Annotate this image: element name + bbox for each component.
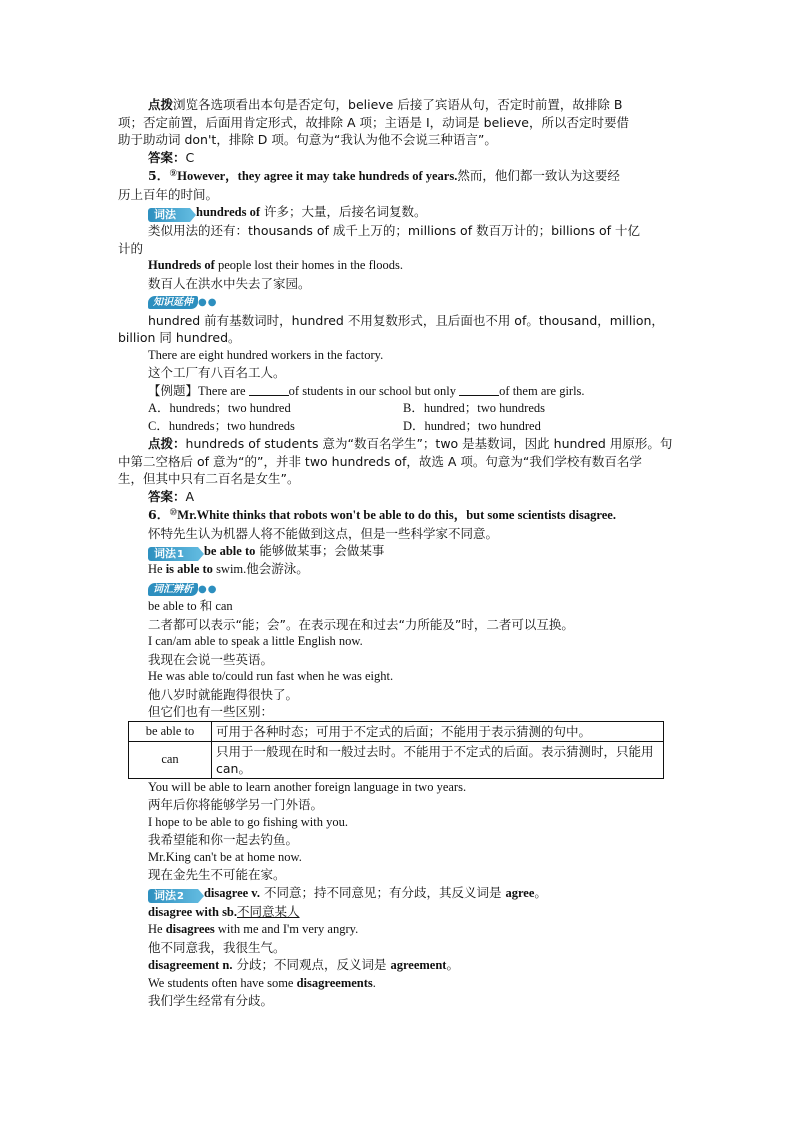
ex9-a: He xyxy=(148,922,166,936)
ex10-c: . xyxy=(372,975,376,990)
extension-tag xyxy=(148,296,198,309)
compare-heading xyxy=(118,579,678,599)
explanation-text-2: 项；否定前置，后面用肯定形式，故排除 A 项；主语是 I，动词是 believe，所以否定时要借 xyxy=(118,114,629,130)
explanation-label: 点拨 xyxy=(148,97,174,112)
answer-label: 答案： xyxy=(148,149,186,165)
dots-icon: ●● xyxy=(198,297,218,308)
options-row-2 xyxy=(118,418,678,436)
answer-line-5 xyxy=(118,488,678,506)
question xyxy=(118,382,678,401)
similar-line-2: 计的 xyxy=(118,240,144,256)
answer-5-label: 答案： xyxy=(148,488,186,504)
blank-2[interactable] xyxy=(459,384,499,396)
vocab-end: 。 xyxy=(534,884,547,900)
vocab-tag-2-text: 词法 xyxy=(154,888,176,902)
example-translation-8: 现在金先生不可能在家。 xyxy=(148,867,286,882)
vocab-term: hundreds of xyxy=(196,205,261,219)
vocab-definition-1: 能够做某事；会做某事 xyxy=(255,543,385,558)
table-key: can xyxy=(129,741,212,778)
example-translation-7: 我希望能和你一起去钓鱼。 xyxy=(148,832,299,847)
phrase-meaning: 不同意某人 xyxy=(237,903,300,919)
sentence-6-en: Mr.White thinks that robots won't be able to do this，but some scientists disagree. xyxy=(177,508,616,522)
extension-tag-a: 知识 xyxy=(153,297,173,308)
extension-tag-b: 延伸 xyxy=(173,297,193,308)
option-a[interactable]: A．hundreds；two hundred xyxy=(148,401,291,415)
explanation-5 xyxy=(118,435,678,453)
ex9-c: with me and I'm very angry. xyxy=(214,922,359,936)
vocab-term-1: be able to xyxy=(203,544,256,558)
sentence-5 xyxy=(118,166,678,186)
option-d[interactable]: D．hundred；two hundred xyxy=(403,418,541,433)
example-sentence-3 xyxy=(118,561,678,579)
sentence-en: However，they agree it may take hundreds of years. xyxy=(177,169,458,183)
compare-tag xyxy=(148,583,198,596)
example-sentence-5: He was able to/could run fast when he was eight. xyxy=(148,669,394,683)
vocab-tag-1-num: 1 xyxy=(177,549,184,560)
sentence-6-zh: 怀特先生认为机器人将不能做到这点，但是一些科学家不同意。 xyxy=(148,525,499,541)
example-sentence-10 xyxy=(118,975,678,993)
ex10-b: disagreements xyxy=(296,975,373,990)
antonym: agree xyxy=(505,885,535,900)
extension-text: hundred 前有基数词时，hundred 不用复数形式，且后面也不用 of。thousand，million， xyxy=(148,312,664,328)
vocab-tag-1 xyxy=(148,547,198,561)
vocab-definition-2: 不同意；持不同意见；有分歧，其反义词是 xyxy=(260,884,506,900)
table-desc: 只用于一般现在时和一般过去时。不能用于不定式的后面。表示猜测时，只能用 can。 xyxy=(212,741,664,778)
compare-tag-b: 辨析 xyxy=(173,583,193,595)
phrase-line xyxy=(118,903,678,922)
sentence-6 xyxy=(118,505,678,525)
vocab-heading xyxy=(118,203,678,222)
dots-icon-2: ●● xyxy=(198,583,218,595)
vocab-tag-2 xyxy=(148,889,198,903)
table-row xyxy=(129,721,664,741)
ex3-c: swim.他会游泳。 xyxy=(212,562,309,576)
explanation-text: 浏览各选项看出本句是否定句，believe 后接了宾语从句，否定时前置，故排除 B xyxy=(173,97,623,112)
option-b[interactable]: B．hundred；two hundreds xyxy=(403,401,545,415)
noun-antonym: agreement xyxy=(390,958,447,972)
compare-tag-a: 词汇 xyxy=(153,583,173,595)
example-sentence-8: Mr.King can't be at home now. xyxy=(148,849,302,864)
ex3-b: is able to xyxy=(165,562,213,576)
vocab-heading-1 xyxy=(118,542,678,561)
example-bold: Hundreds of xyxy=(148,258,215,272)
explanation-5-text-2: 中第二空格后 of 意为“的”，并非 two hundreds of，故选 A 项。句意为“我们学校有数百名学 xyxy=(118,453,642,469)
vocab-tag: 词法 xyxy=(148,208,190,222)
example-sentence-7: I hope to be able to go fishing with you. xyxy=(148,814,348,829)
vocab-tag-2-num: 2 xyxy=(177,890,184,902)
question-part-c: of them are girls. xyxy=(499,383,585,398)
answer-line xyxy=(118,149,678,167)
noun-line xyxy=(118,956,678,975)
example-sentence-9 xyxy=(118,921,678,939)
example-translation-2: 这个工厂有八百名工人。 xyxy=(148,365,286,380)
circle-mark: ⑨ xyxy=(169,169,178,179)
table-desc: 可用于各种时态；可用于不定式的后面；不能用于表示猜测的句中。 xyxy=(212,721,664,741)
example-rest: people lost their homes in the floods. xyxy=(214,258,403,272)
example-translation-5: 他八岁时就能跑得很快了。 xyxy=(148,686,299,702)
table-row xyxy=(129,741,664,778)
options-row-1 xyxy=(118,400,678,418)
example-sentence xyxy=(118,257,678,275)
extension-text-2: billion 同 hundred。 xyxy=(118,330,241,345)
explanation-5-text-3: 生，但其中只有二百名是女生”。 xyxy=(118,471,300,486)
vocab-definition: 许多；大量，后接名词复数。 xyxy=(260,204,427,219)
extension-heading xyxy=(118,292,678,312)
compare-title: be able to 和 can xyxy=(148,599,233,613)
ex9-b: disagrees xyxy=(165,922,215,936)
example-sentence-2: There are eight hundred workers in the factory. xyxy=(148,347,384,362)
vocab-tag-1-text: 词法 xyxy=(154,547,176,560)
answer-value: C xyxy=(185,149,195,165)
example-translation-4: 我现在会说一些英语。 xyxy=(148,651,274,667)
sentence-5-zh-2: 历上百年的时间。 xyxy=(118,186,219,202)
difference-intro: 但它们也有一些区别： xyxy=(148,704,274,719)
noun-end: 。 xyxy=(446,957,459,972)
phrase-bold: disagree with sb. xyxy=(148,904,238,919)
example-translation-6: 两年后你将能够学另一门外语。 xyxy=(148,797,324,812)
vocab-term-2: disagree v. xyxy=(203,885,260,900)
vocab-heading-2 xyxy=(118,884,678,903)
question-part-b: of students in our school but only xyxy=(288,383,460,398)
document-page xyxy=(118,96,678,1010)
compare-line: 二者都可以表示“能；会”。在表示现在和过去“力所能及”时，二者可以互换。 xyxy=(148,616,574,632)
item-number-6: 6． xyxy=(148,507,170,522)
question-label: 【例题】 xyxy=(148,382,199,398)
item-number: 5． xyxy=(148,168,170,183)
explanation-5-text: hundreds of students 意为“数百名学生”；two 是基数词，因此 hundred 用原形。句 xyxy=(185,436,673,451)
explanation-text-3: 助于助动词 don't，排除 D 项。句意为“我认为他不会说三种语言”。 xyxy=(118,132,497,147)
comparison-table xyxy=(128,721,664,779)
ex10-a: We students often have some xyxy=(148,975,297,990)
example-translation-9: 他不同意我，我很生气。 xyxy=(148,939,286,955)
example-sentence-6: You will be able to learn another foreign language in two years. xyxy=(148,779,467,794)
noun-definition: 分歧；不同观点，反义词是 xyxy=(232,957,391,972)
example-translation: 数百人在洪水中失去了家园。 xyxy=(148,275,311,291)
ex3-a: He xyxy=(148,562,166,576)
table-key: be able to xyxy=(129,721,212,741)
sentence-zh: 然而，他们都一致认为这要经 xyxy=(457,168,620,183)
example-sentence-4: I can/am able to speak a little English now. xyxy=(148,634,363,648)
example-translation-10: 我们学生经常有分歧。 xyxy=(148,993,274,1008)
explanation-5-label: 点拨： xyxy=(148,436,186,451)
question-part-a: There are xyxy=(198,383,249,398)
similar-line: 类似用法的还有：thousands of 成千上万的；millions of 数百万计的；billions of 十亿 xyxy=(148,223,640,238)
blank-1[interactable] xyxy=(249,384,289,396)
answer-5-value: A xyxy=(185,488,195,504)
circle-mark-6: ⑩ xyxy=(169,508,178,518)
option-c[interactable]: C．hundreds；two hundreds xyxy=(148,418,295,433)
explanation-paragraph xyxy=(118,96,678,114)
noun-term: disagreement n. xyxy=(148,958,233,972)
